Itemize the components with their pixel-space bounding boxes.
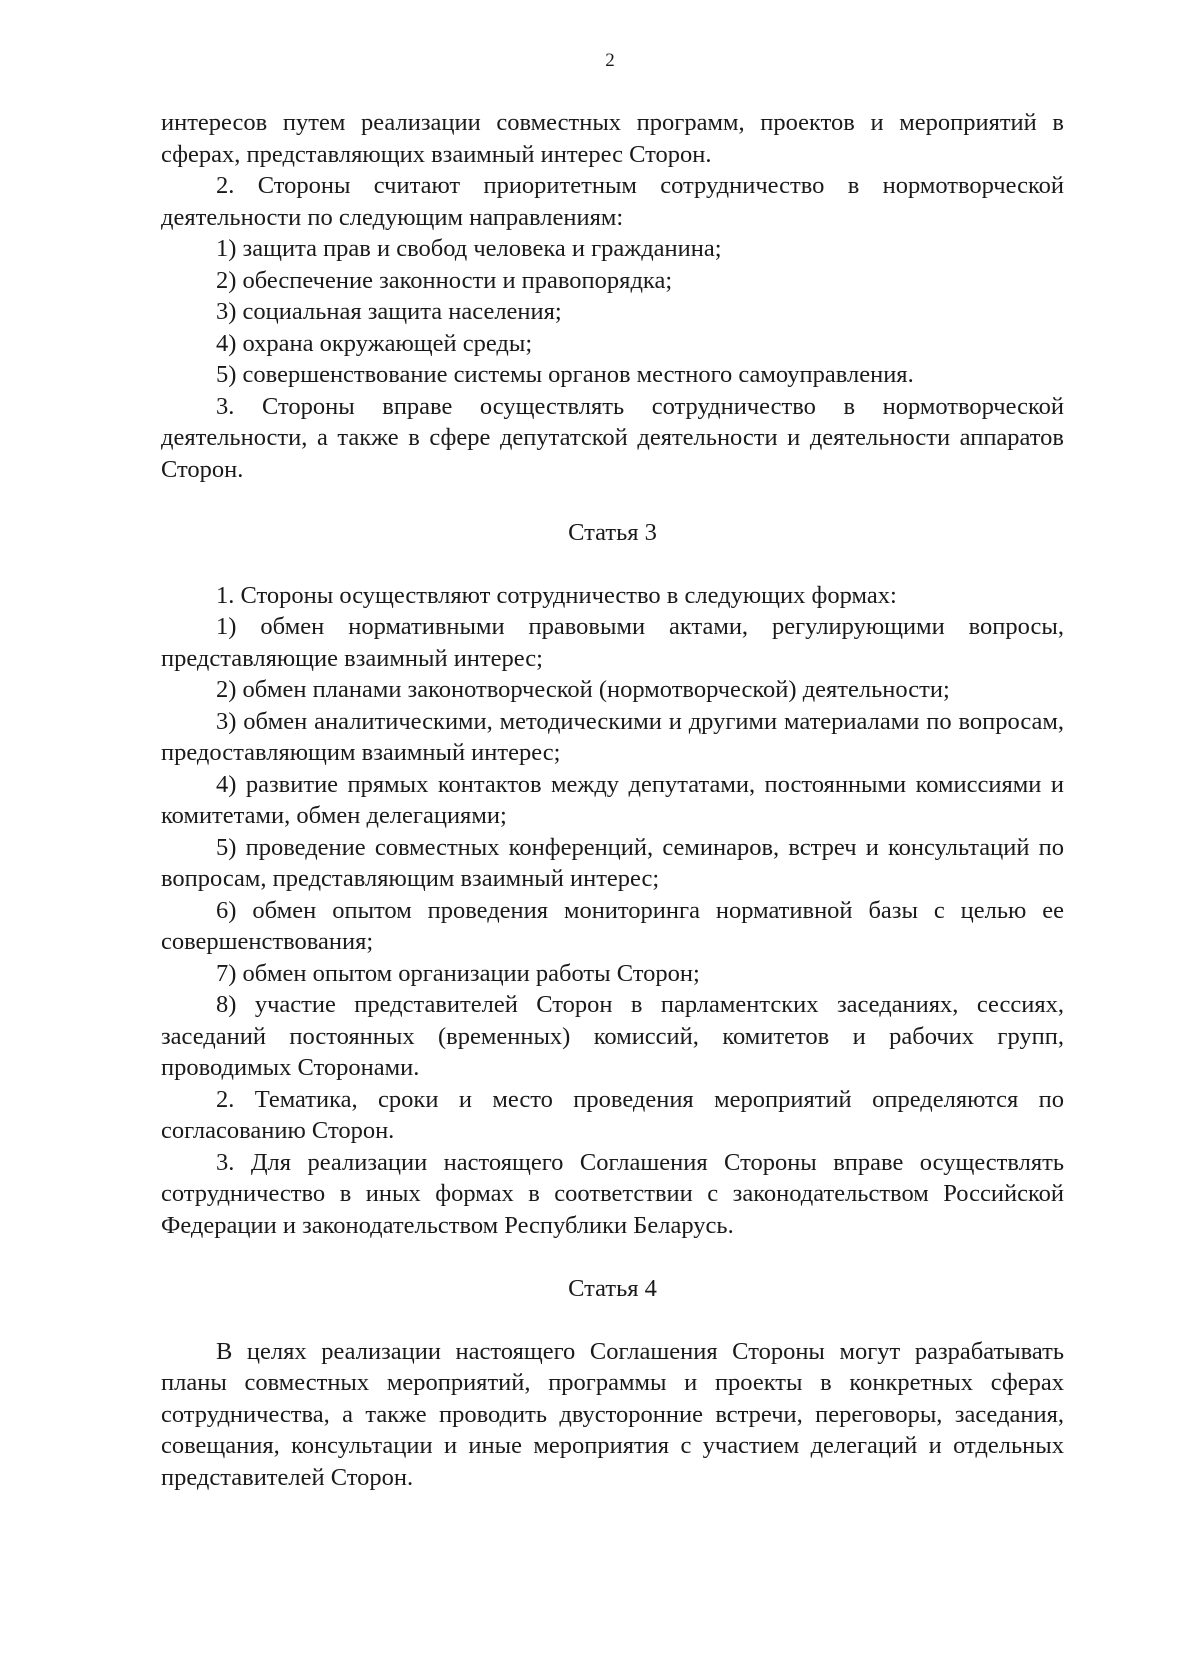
paragraph: интересов путем реализации совместных программ, проектов и мероприятий в сферах, представляющих взаимный интерес Сторон. xyxy=(161,109,1064,168)
paragraph: В целях реализации настоящего Соглашения Стороны могут разрабатывать планы совместных мероприятий, программы и проекты в конкретных сферах сотрудничества, а также проводить двусторонние встречи, переговоры, заседания, совещания, консультации и иные мероприятия с участием делегаций и отдельных представителей Сторон. xyxy=(161,1337,1064,1491)
list-item: 1) защита прав и свобод человека и гражданина; xyxy=(216,235,722,262)
list-item: 3) социальная защита населения; xyxy=(216,298,562,325)
list-item: 6) обмен опытом проведения мониторинга нормативной базы с целью ее совершенствования; xyxy=(161,896,1064,955)
document-body xyxy=(161,107,1064,1493)
list-item: 4) развитие прямых контактов между депутатами, постоянными комиссиями и комитетами, обмен делегациями; xyxy=(161,770,1064,829)
list-item: 3) обмен аналитическими, методическими и другими материалами по вопросам, предоставляющим взаимный интерес; xyxy=(161,707,1064,766)
paragraph: 1. Стороны осуществляют сотрудничество в следующих формах: xyxy=(216,581,897,609)
paragraph: 2. Тематика, сроки и место проведения мероприятий определяются по согласованию Сторон. xyxy=(161,1085,1064,1144)
paragraph: 2. Стороны считают приоритетным сотрудничество в нормотворческой деятельности по следующим направлениям: xyxy=(161,172,1064,231)
list-item: 7) обмен опытом организации работы Сторон; xyxy=(216,959,700,987)
list-item: 5) проведение совместных конференций, семинаров, встреч и консультаций по вопросам, представляющим взаимный интерес; xyxy=(161,833,1064,892)
list-item: 4) охрана окружающей среды; xyxy=(216,329,533,357)
list-item: 2) обмен планами законотворческой (нормотворческой) деятельности; xyxy=(216,676,950,703)
paragraph: 3. Для реализации настоящего Соглашения Стороны вправе осуществлять сотрудничество в иных формах в соответствии с законодательством Российской Федерации и законодательством Республики Беларусь. xyxy=(161,1148,1064,1239)
list-item: 2) обеспечение законности и правопорядка; xyxy=(216,266,673,294)
article-heading: Статья 3 xyxy=(568,518,657,546)
page-number: 2 xyxy=(605,50,615,71)
list-item: 8) участие представителей Сторон в парламентских заседаниях, сессиях, заседаний постоянных (временных) комиссий, комитетов и рабочих групп, проводимых Сторонами. xyxy=(161,991,1064,1081)
paragraph: 3. Стороны вправе осуществлять сотрудничество в нормотворческой деятельности, а также в сфере депутатской деятельности и деятельности аппаратов Сторон. xyxy=(161,392,1064,483)
list-item: 5) совершенствование системы органов местного самоуправления. xyxy=(216,361,914,388)
list-item: 1) обмен нормативными правовыми актами, регулирующими вопросы, представляющие взаимный интерес; xyxy=(161,613,1064,672)
article-heading: Статья 4 xyxy=(568,1274,657,1302)
